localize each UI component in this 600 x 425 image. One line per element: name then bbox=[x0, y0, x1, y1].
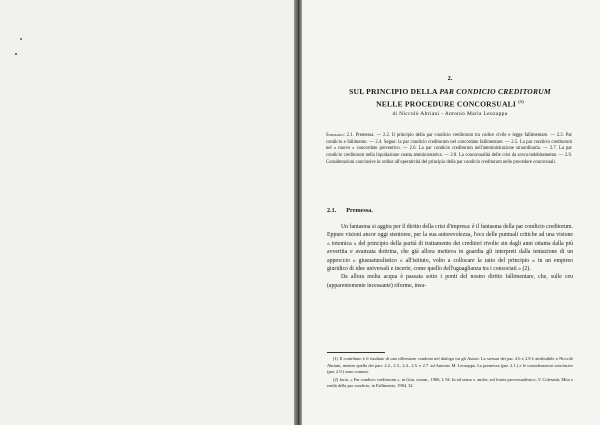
section-title: Premessa. bbox=[346, 207, 373, 214]
title-note-ref: (1) bbox=[518, 99, 524, 104]
body-paragraph: Da allora molta acqua è passata sotto i ponti del nostro diritto fallimentare, che, sulle ceu (apparentemente incessante) riforme, insu- bbox=[327, 274, 573, 289]
book-gutter bbox=[294, 0, 302, 425]
page-speck bbox=[15, 53, 17, 55]
summary-block bbox=[326, 133, 572, 167]
summary-label: Sommario: bbox=[326, 133, 345, 138]
title-line1-pre: SUL PRINCIPIO DELLA bbox=[349, 87, 440, 96]
page-speck bbox=[20, 38, 22, 40]
chapter-title bbox=[300, 87, 600, 110]
footnote-rule bbox=[327, 352, 385, 353]
body-text bbox=[327, 223, 573, 290]
authors-line: di Niccolò Abriani - Antonio Maria Leozappa bbox=[392, 111, 508, 117]
title-line2: NELLE PROCEDURE CONCORSUALI bbox=[376, 99, 517, 109]
footnotes bbox=[327, 356, 573, 391]
summary-text: 2.1. Premessa. — 2.2. Il principio della par condicio creditorum tra codice civile e legge fallimentare. — 2.3. Par condicio e fallimento. — 2.4. Segue: la par condicio creditorum nel concordato fallimentare. — 2.5. La par condicio creditorum nel « nuovo » concordato preventivo. — 2.6. La par condicio creditorum nell'amministrazione straordinaria. — 2.7. La par condicio creditorum nella liquidazione coatta amministrativa. — 2.8. La concorsualità delle crisi da sovra-indebitamento. — 2.9. Considerazioni conclusive in ordine all'operatività del principio della par condicio creditorum nelle procedure concorsuali. bbox=[326, 133, 572, 165]
left-page bbox=[0, 0, 296, 425]
footnote: (1) Il contributo è il risultato di una riflessione condotta nel dialogo tra gli Autori. La stesura dei par. 2.6 e 2.8 è attribuibile a Niccolò Abriani, mentre quella dei parr. 2.2., 2.3., 2.4., 2.5. e 2.7. ad Antonio M. Leozappa. La premessa (par. 2.1.) e le considerazioni conclusive (par. 2.9.) sono comuni. bbox=[327, 356, 573, 375]
body-paragraph: Un fantasma si aggira per il diritto della crisi d'impresa: è il fantasma della par condicio creditorum. Eppure visioni ancor oggi stentoree, per la sua autorevolezza, l'eco delle puntuali critiche ad una visione « totemica » del principio della parità di trattamento dei creditori rivolte sin dagli anni ottanta dalla più avvertita e avanzata dottrina, che già allora metteva in guardia gli interpreti dalla tentazione di un approccio « giusnaturalistico » all'istituto, volto a collocare la ratio del principio « in un empireo giuridico di idee universali e incerte, come quello dell'uguaglianza tra i consociati » (2). bbox=[327, 224, 573, 273]
footnote: (2) Jorio, « Par condicio creditorum », in Giur. comm., 1986, I, 94. In tal senso v. anche, sul fronte processualistico, V. Colesanti, Mito e realtà della par condicio, in Fallimento, 1984, 32. bbox=[327, 376, 573, 389]
chapter-number: 2. bbox=[447, 75, 453, 82]
section-heading bbox=[327, 207, 383, 214]
title-line1-italic: PAR CONDICIO CREDITORUM bbox=[439, 87, 551, 96]
section-number: 2.1. bbox=[327, 207, 337, 214]
